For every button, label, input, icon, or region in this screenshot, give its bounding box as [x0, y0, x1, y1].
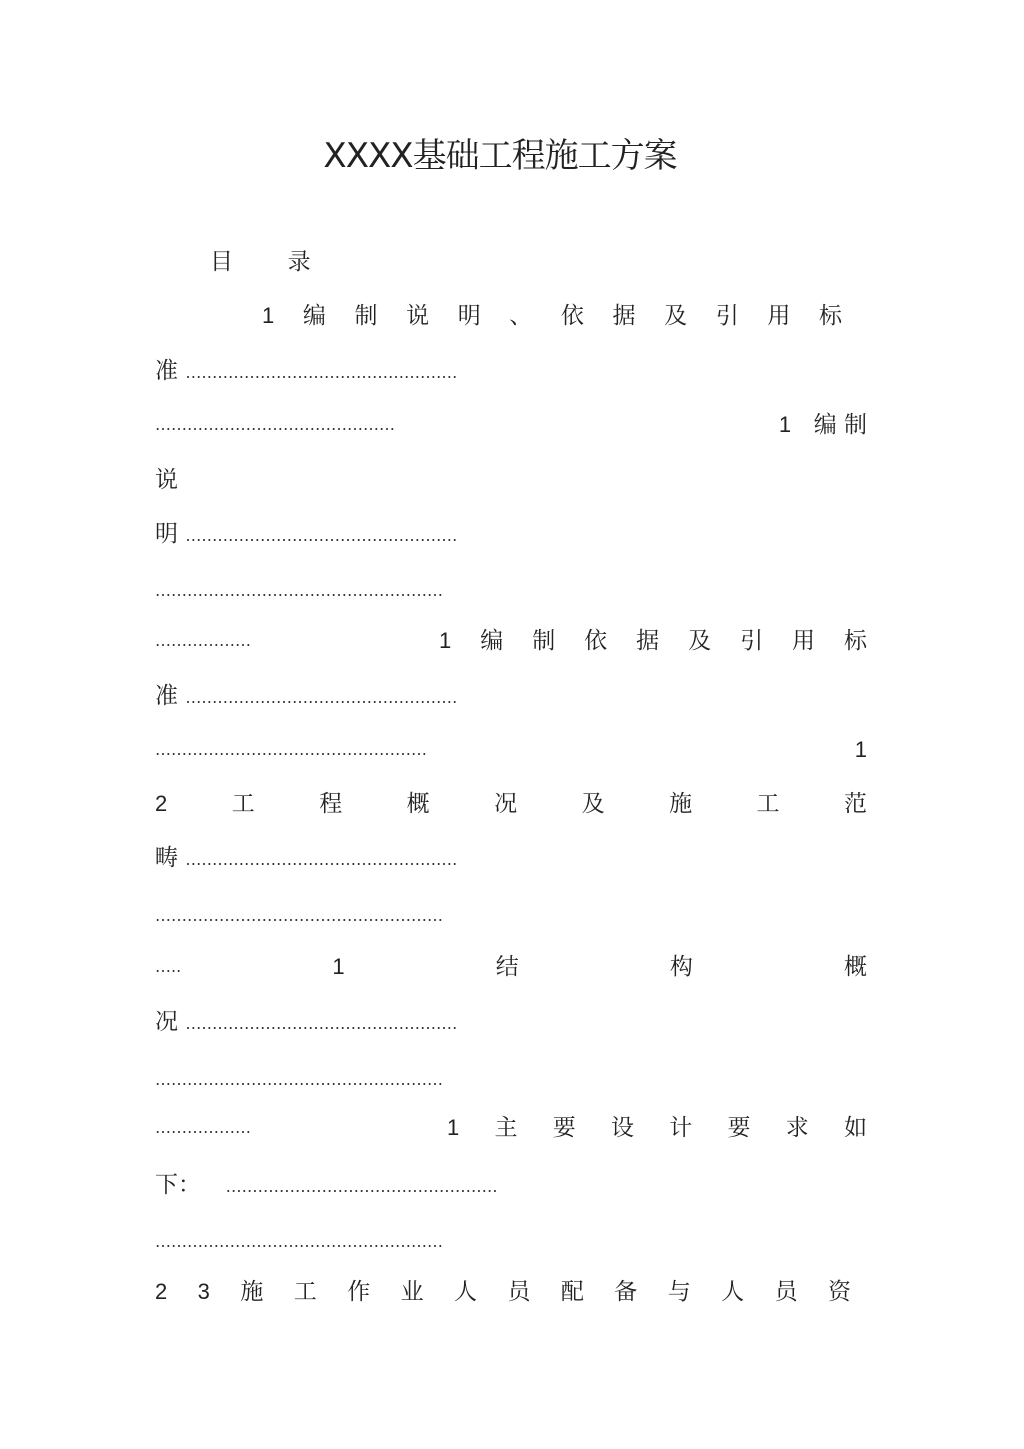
leader-dots: ……………… — [155, 1118, 251, 1137]
toc-entry-line — [155, 680, 867, 712]
toc-char: 要 — [552, 1115, 576, 1141]
toc-entry-line — [155, 788, 867, 820]
toc-char: 说 — [155, 467, 178, 493]
toc-char: 构 — [669, 954, 693, 980]
toc-char: 结 — [495, 954, 519, 980]
toc-char: 施 — [240, 1279, 264, 1305]
toc-char: 工 — [231, 791, 255, 817]
toc-char: 主 — [494, 1115, 518, 1141]
toc-entry-line — [155, 573, 867, 605]
toc-entry-line — [155, 842, 867, 874]
leader-dots: …………………………………………… — [185, 688, 458, 707]
toc-char: 计 — [669, 1115, 693, 1141]
toc-char: 用 — [767, 303, 791, 329]
toc-number: 2 — [155, 791, 168, 816]
toc-char: 及 — [664, 303, 688, 329]
leader-dots: ……………………………………………… — [155, 1232, 443, 1251]
toc-char: 标 — [844, 628, 867, 654]
toc-char: 明 — [155, 521, 178, 547]
toc-char: 员 — [507, 1279, 531, 1305]
toc-entry-line — [262, 300, 842, 332]
toc-char: 制 — [354, 303, 378, 329]
toc-char: 依 — [560, 303, 584, 329]
toc-char: 与 — [667, 1279, 691, 1305]
toc-heading-char: 录 — [287, 249, 311, 275]
toc-char: 编 — [480, 628, 504, 654]
toc-char: 据 — [636, 628, 660, 654]
toc-heading — [210, 246, 330, 278]
toc-char: 明 — [457, 303, 481, 329]
leader-dots: ……………………………………………… — [155, 581, 443, 600]
toc-entry-line — [155, 1169, 867, 1201]
toc-char: 及 — [581, 791, 605, 817]
toc-char: 制 — [844, 412, 867, 438]
toc-char: 准 — [155, 358, 178, 384]
toc-char: 编 — [813, 412, 837, 438]
toc-char: 人 — [721, 1279, 745, 1305]
leader-dots: …………………………………………… — [185, 1014, 458, 1033]
toc-char: 程 — [319, 791, 343, 817]
toc-entry-line — [155, 518, 867, 550]
toc-char: 人 — [454, 1279, 478, 1305]
toc-char: 求 — [785, 1115, 809, 1141]
leader-dots: ….. — [155, 957, 182, 976]
toc-entry-line — [155, 355, 867, 387]
toc-entry-line — [155, 1006, 867, 1038]
toc-char: 备 — [614, 1279, 638, 1305]
toc-char: 制 — [532, 628, 556, 654]
toc-char: 用 — [792, 628, 816, 654]
toc-char: 作 — [347, 1279, 371, 1305]
page-number: 1 — [778, 412, 792, 437]
toc-entry-line — [155, 1112, 867, 1144]
toc-char: 依 — [584, 628, 608, 654]
toc-heading-char: 目 — [210, 249, 233, 275]
leader-dots: ……………………………………………… — [155, 906, 443, 925]
toc-char: 工 — [293, 1279, 317, 1305]
toc-entry-line — [155, 951, 867, 983]
toc-char: 编 — [302, 303, 326, 329]
toc-char: 标 — [818, 303, 842, 329]
toc-char: 如 — [844, 1115, 867, 1141]
leader-dots: …………………………………………… — [225, 1177, 498, 1196]
page-number: 1 — [447, 1115, 460, 1140]
toc-char: 概 — [406, 791, 430, 817]
page-number: 1 — [439, 628, 452, 653]
toc-number: 1 — [262, 303, 275, 328]
toc-char: 况 — [155, 1009, 178, 1035]
toc-char: 概 — [843, 954, 867, 980]
toc-char: 下： — [155, 1172, 201, 1198]
toc-number: 3 — [197, 1279, 210, 1304]
toc-char: 、 — [509, 303, 533, 329]
toc-char: 要 — [727, 1115, 751, 1141]
leader-dots: ……………… — [155, 631, 251, 650]
toc-char: 引 — [715, 303, 739, 329]
toc-char: 业 — [400, 1279, 424, 1305]
toc-char: 员 — [774, 1279, 798, 1305]
page-number: 1 — [854, 737, 867, 762]
toc-char: 及 — [688, 628, 712, 654]
toc-char: 引 — [740, 628, 764, 654]
toc-entry-line — [155, 464, 867, 496]
page-title: XXXX基础工程施工方案 — [323, 136, 677, 176]
toc-char: 况 — [494, 791, 518, 817]
toc-char: 畴 — [155, 845, 178, 871]
leader-dots: ……………………………………………… — [155, 1070, 443, 1089]
toc-number: 2 — [155, 1279, 168, 1304]
toc-char: 准 — [155, 683, 178, 709]
toc-entry-line — [155, 409, 867, 441]
toc-char: 配 — [560, 1279, 584, 1305]
toc-char: 说 — [406, 303, 430, 329]
leader-dots: ……………………………………… — [155, 415, 395, 434]
toc-entry-line — [155, 898, 867, 930]
toc-entry-line — [155, 625, 867, 657]
toc-char: 设 — [611, 1115, 634, 1141]
toc-entry-line — [155, 1224, 867, 1256]
toc-entry-line — [155, 1276, 851, 1308]
leader-dots: …………………………………………… — [185, 363, 458, 382]
toc-entry-line — [155, 734, 867, 766]
toc-char: 工 — [756, 791, 780, 817]
toc-entry-line — [155, 1062, 867, 1094]
leader-dots: …………………………………………… — [185, 526, 458, 545]
leader-dots: …………………………………………… — [155, 740, 427, 759]
toc-number: 1 — [332, 954, 345, 979]
toc-char: 据 — [612, 303, 636, 329]
leader-dots: …………………………………………… — [185, 850, 458, 869]
toc-char: 资 — [827, 1279, 851, 1305]
toc-char: 施 — [669, 791, 693, 817]
toc-char: 范 — [844, 791, 867, 817]
